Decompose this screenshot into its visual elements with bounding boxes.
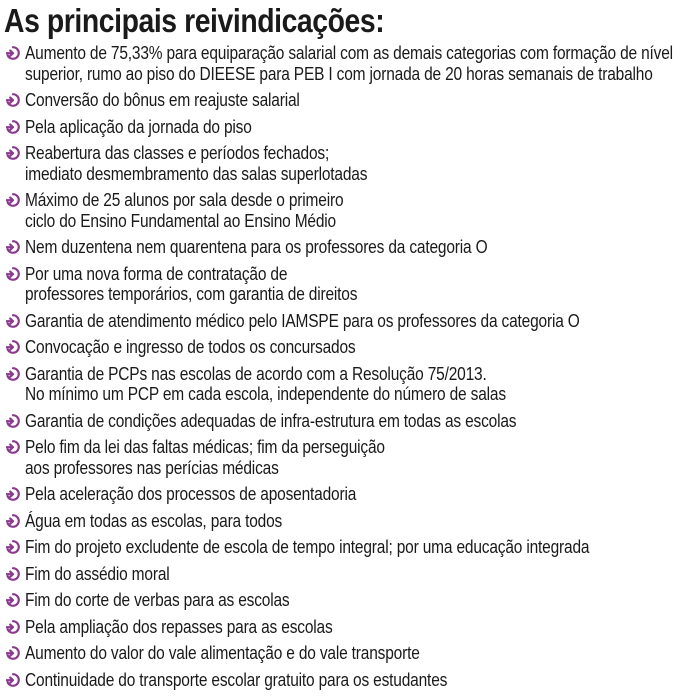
list-item-text xyxy=(25,117,604,138)
list-item-line: Pela ampliação dos repasses para as escolas xyxy=(25,616,333,637)
list-item-text xyxy=(25,564,604,585)
list-item xyxy=(4,670,698,691)
list-item-line: Fim do projeto excludente de escola de tempo integral; por uma educação integrada xyxy=(25,537,590,557)
list-item xyxy=(4,43,698,84)
circled-arrow-right-icon xyxy=(6,340,20,354)
circled-arrow-right-icon xyxy=(6,93,20,107)
list-item-text xyxy=(25,90,604,111)
list-item-text xyxy=(25,311,604,332)
list-item xyxy=(4,437,698,478)
circled-arrow-right-icon xyxy=(6,146,20,160)
list-item-line: Aumento do valor do vale alimentação e do vale transporte xyxy=(25,643,420,663)
list-item-line: Fim do assédio moral xyxy=(25,563,170,584)
list-item-line: Aumento de 75,33% para equiparação salarial com as demais categorias com formação de nível xyxy=(25,43,673,63)
list-item-text xyxy=(25,511,604,532)
list-item xyxy=(4,411,698,432)
circled-arrow-right-icon xyxy=(6,567,20,581)
list-item-line: Garantia de PCPs nas escolas de acordo com a Resolução 75/2013. xyxy=(25,363,487,384)
list-item xyxy=(4,484,698,505)
list-item-line: Pela aplicação da jornada do piso xyxy=(25,116,252,137)
list-item-line: Fim do corte de verbas para as escolas xyxy=(25,590,290,610)
list-item-text xyxy=(25,537,604,558)
list-item-text xyxy=(25,43,673,84)
list-item-text xyxy=(25,364,604,405)
list-item xyxy=(4,511,698,532)
list-item-line: Garantia de condições adequadas de infra-estrutura em todas as escolas xyxy=(25,410,517,431)
list-item-line: Conversão do bônus em reajuste salarial xyxy=(25,90,300,110)
list-item-text xyxy=(25,337,604,358)
list-item xyxy=(4,264,698,305)
list-item-line: Por uma nova forma de contratação de xyxy=(25,263,288,284)
list-item-line: aos professores nas perícias médicas xyxy=(25,457,279,478)
circled-arrow-right-icon xyxy=(6,414,20,428)
circled-arrow-right-icon xyxy=(6,440,20,454)
list-item-text xyxy=(25,643,604,664)
page-title: As principais reivindicações: xyxy=(4,2,385,39)
list-item-text xyxy=(25,484,604,505)
list-item xyxy=(4,337,698,358)
list-item xyxy=(4,537,698,558)
list-item-text xyxy=(25,437,604,478)
list-item xyxy=(4,90,698,111)
list-item xyxy=(4,311,698,332)
circled-arrow-right-icon xyxy=(6,267,20,281)
list-item-line: professores temporários, com garantia de direitos xyxy=(25,284,358,304)
list-item xyxy=(4,117,698,138)
circled-arrow-right-icon xyxy=(6,314,20,328)
list-item-line: Pela aceleração dos processos de aposentadoria xyxy=(25,484,357,504)
list-item xyxy=(4,564,698,585)
list-item-line: superior, rumo ao piso do DIEESE para PEB I com jornada de 20 horas semanais de trabalho xyxy=(25,63,653,84)
list-item-text xyxy=(25,590,604,611)
list-item-line: Convocação e ingresso de todos os concursados xyxy=(25,337,356,357)
list-item-text xyxy=(25,670,604,691)
list-item-text xyxy=(25,411,604,432)
list-item-text xyxy=(25,264,604,305)
list-item-line: Água em todas as escolas, para todos xyxy=(25,510,283,531)
list-item xyxy=(4,643,698,664)
circled-arrow-right-icon xyxy=(6,367,20,381)
list-item xyxy=(4,364,698,405)
circled-arrow-right-icon xyxy=(6,620,20,634)
circled-arrow-right-icon xyxy=(6,514,20,528)
list-item xyxy=(4,190,698,231)
circled-arrow-right-icon xyxy=(6,673,20,687)
circled-arrow-right-icon xyxy=(6,593,20,607)
demands-list xyxy=(4,43,698,696)
circled-arrow-right-icon xyxy=(6,46,20,60)
list-item-text xyxy=(25,143,604,184)
list-item-line: Garantia de atendimento médico pelo IAMSPE para os professores da categoria O xyxy=(25,310,580,331)
list-item-line: No mínimo um PCP em cada escola, independente do número de salas xyxy=(25,384,506,404)
list-item-text xyxy=(25,237,604,258)
list-item-line: ciclo do Ensino Fundamental ao Ensino Médio xyxy=(25,210,336,231)
circled-arrow-right-icon xyxy=(6,487,20,501)
list-item-text xyxy=(25,617,604,638)
list-item xyxy=(4,237,698,258)
list-item-line: Nem duzentena nem quarentena para os professores da categoria O xyxy=(25,237,488,257)
list-item-line: Máximo de 25 alunos por sala desde o primeiro xyxy=(25,190,344,210)
list-item xyxy=(4,617,698,638)
list-item-line: Reabertura das classes e períodos fechados; xyxy=(25,143,330,163)
list-item xyxy=(4,590,698,611)
list-item-line: Continuidade do transporte escolar gratuito para os estudantes xyxy=(25,669,448,690)
list-item xyxy=(4,143,698,184)
list-item-text xyxy=(25,190,604,231)
circled-arrow-right-icon xyxy=(6,240,20,254)
circled-arrow-right-icon xyxy=(6,120,20,134)
list-item-line: imediato desmembramento das salas superlotadas xyxy=(25,163,368,184)
circled-arrow-right-icon xyxy=(6,646,20,660)
list-item-line: Pelo fim da lei das faltas médicas; fim da perseguição xyxy=(25,437,385,457)
circled-arrow-right-icon xyxy=(6,193,20,207)
circled-arrow-right-icon xyxy=(6,540,20,554)
